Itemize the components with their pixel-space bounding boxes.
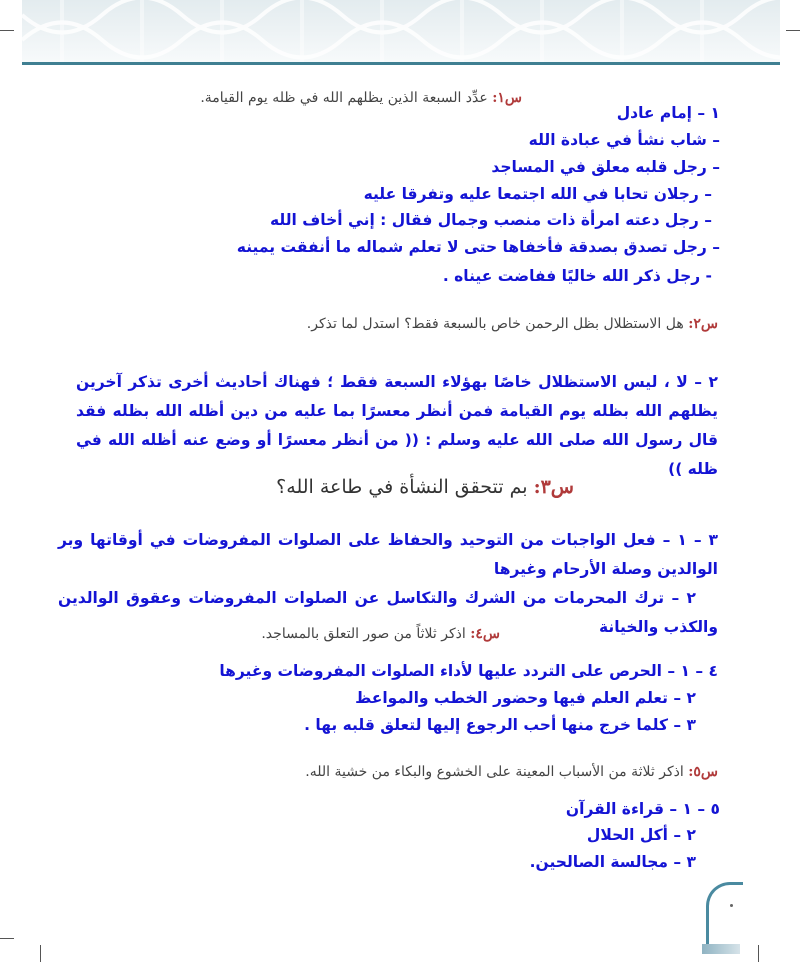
answer-3-line: ٣ – ١ – فعل الواجبات من التوحيد والحفاظ على الصلوات المفروضات في أوقاتها وبر الوالدين وصلة الأرحام وغيرها	[58, 531, 719, 578]
answer-1-line: ١ – إمام عادل	[616, 104, 720, 122]
page-dot	[730, 904, 733, 907]
answer-1-line: – رجل قلبه معلق في المساجد	[491, 158, 720, 176]
crop-mark	[40, 945, 41, 962]
answer-5-line: ٣ – مجالسة الصالحين.	[529, 853, 696, 871]
header-rule	[22, 62, 780, 65]
answer-4-line: ٢ – تعلم العلم فيها وحضور الخطب والمواعظ	[355, 689, 696, 707]
answer-4-line: ٤ – ١ – الحرص على التردد عليها لأداء الصلوات المفروضات وغيرها	[219, 662, 718, 680]
page-corner-ornament	[706, 882, 743, 953]
question-number: س٤:	[470, 626, 500, 642]
question-5	[305, 764, 718, 780]
question-number: س٥:	[688, 764, 718, 780]
page-corner-bar	[702, 944, 740, 954]
question-text: اذكر ثلاثاً من صور التعلق بالمساجد.	[261, 626, 471, 642]
answer-5-line: ٢ – أكل الحلال	[586, 826, 696, 844]
answer-1-line: - رجل ذكر الله خاليًا ففاضت عيناه .	[442, 267, 712, 285]
question-text: بم تتحقق النشأة في طاعة الله؟	[276, 476, 534, 498]
answer-5-line: ٥ – ١ – قراءة القرآن	[565, 800, 720, 818]
question-1	[200, 90, 522, 106]
answer-1-line: – رجل تصدق بصدقة فأخفاها حتى لا تعلم شماله ما أنفقت يمينه	[236, 238, 720, 256]
question-number: س٣:	[533, 476, 574, 498]
answer-2: ٢ – لا ، ليس الاستظلال خاصًا بهؤلاء السبعة فقط ؛ فهناك أحاديث أخرى تذكر آخرين يظلهم الله بظله يوم القيامة فمن أنظر معسرًا بما عليه من دين أظله الله بظله فقد قال رسول الله صلى الله عليه وسلم : (( من أنظر معسرًا أو وضع عنه أظله الله في ظله ))	[76, 373, 718, 478]
answer-3-line: ٢ – ترك المحرمات من الشرك والتكاسل عن الصلوات المفروضات وعقوق الوالدين والكذب والخيانة	[58, 589, 718, 636]
header-banner	[22, 0, 780, 62]
question-text: هل الاستظلال بظل الرحمن خاص بالسبعة فقط؟ استدل لما تذكر.	[306, 316, 689, 332]
answer-1-line: – رجلان تحابا في الله اجتمعا عليه وتفرقا عليه	[363, 185, 712, 203]
answer-1-line: – شاب نشأ في عبادة الله	[528, 131, 720, 149]
question-number: س١:	[492, 90, 522, 106]
question-4	[261, 626, 500, 642]
crop-mark	[786, 30, 800, 31]
crop-mark	[0, 30, 14, 31]
question-2	[307, 316, 718, 332]
question-3	[276, 476, 574, 498]
geometric-pattern	[22, 0, 780, 62]
answer-4-line: ٣ – كلما خرج منها أحب الرجوع إليها لتعلق قلبه بها .	[304, 716, 696, 734]
question-number: س٢:	[688, 316, 718, 332]
question-text: اذكر ثلاثة من الأسباب المعينة على الخشوع والبكاء من خشية الله.	[305, 764, 689, 780]
answer-1-line: – رجل دعته امرأة ذات منصب وجمال فقال : إني أخاف الله	[270, 211, 712, 229]
question-text: عدِّد السبعة الذين يظلهم الله في ظله يوم القيامة.	[200, 90, 493, 106]
crop-mark	[0, 938, 14, 939]
crop-mark	[758, 945, 759, 962]
